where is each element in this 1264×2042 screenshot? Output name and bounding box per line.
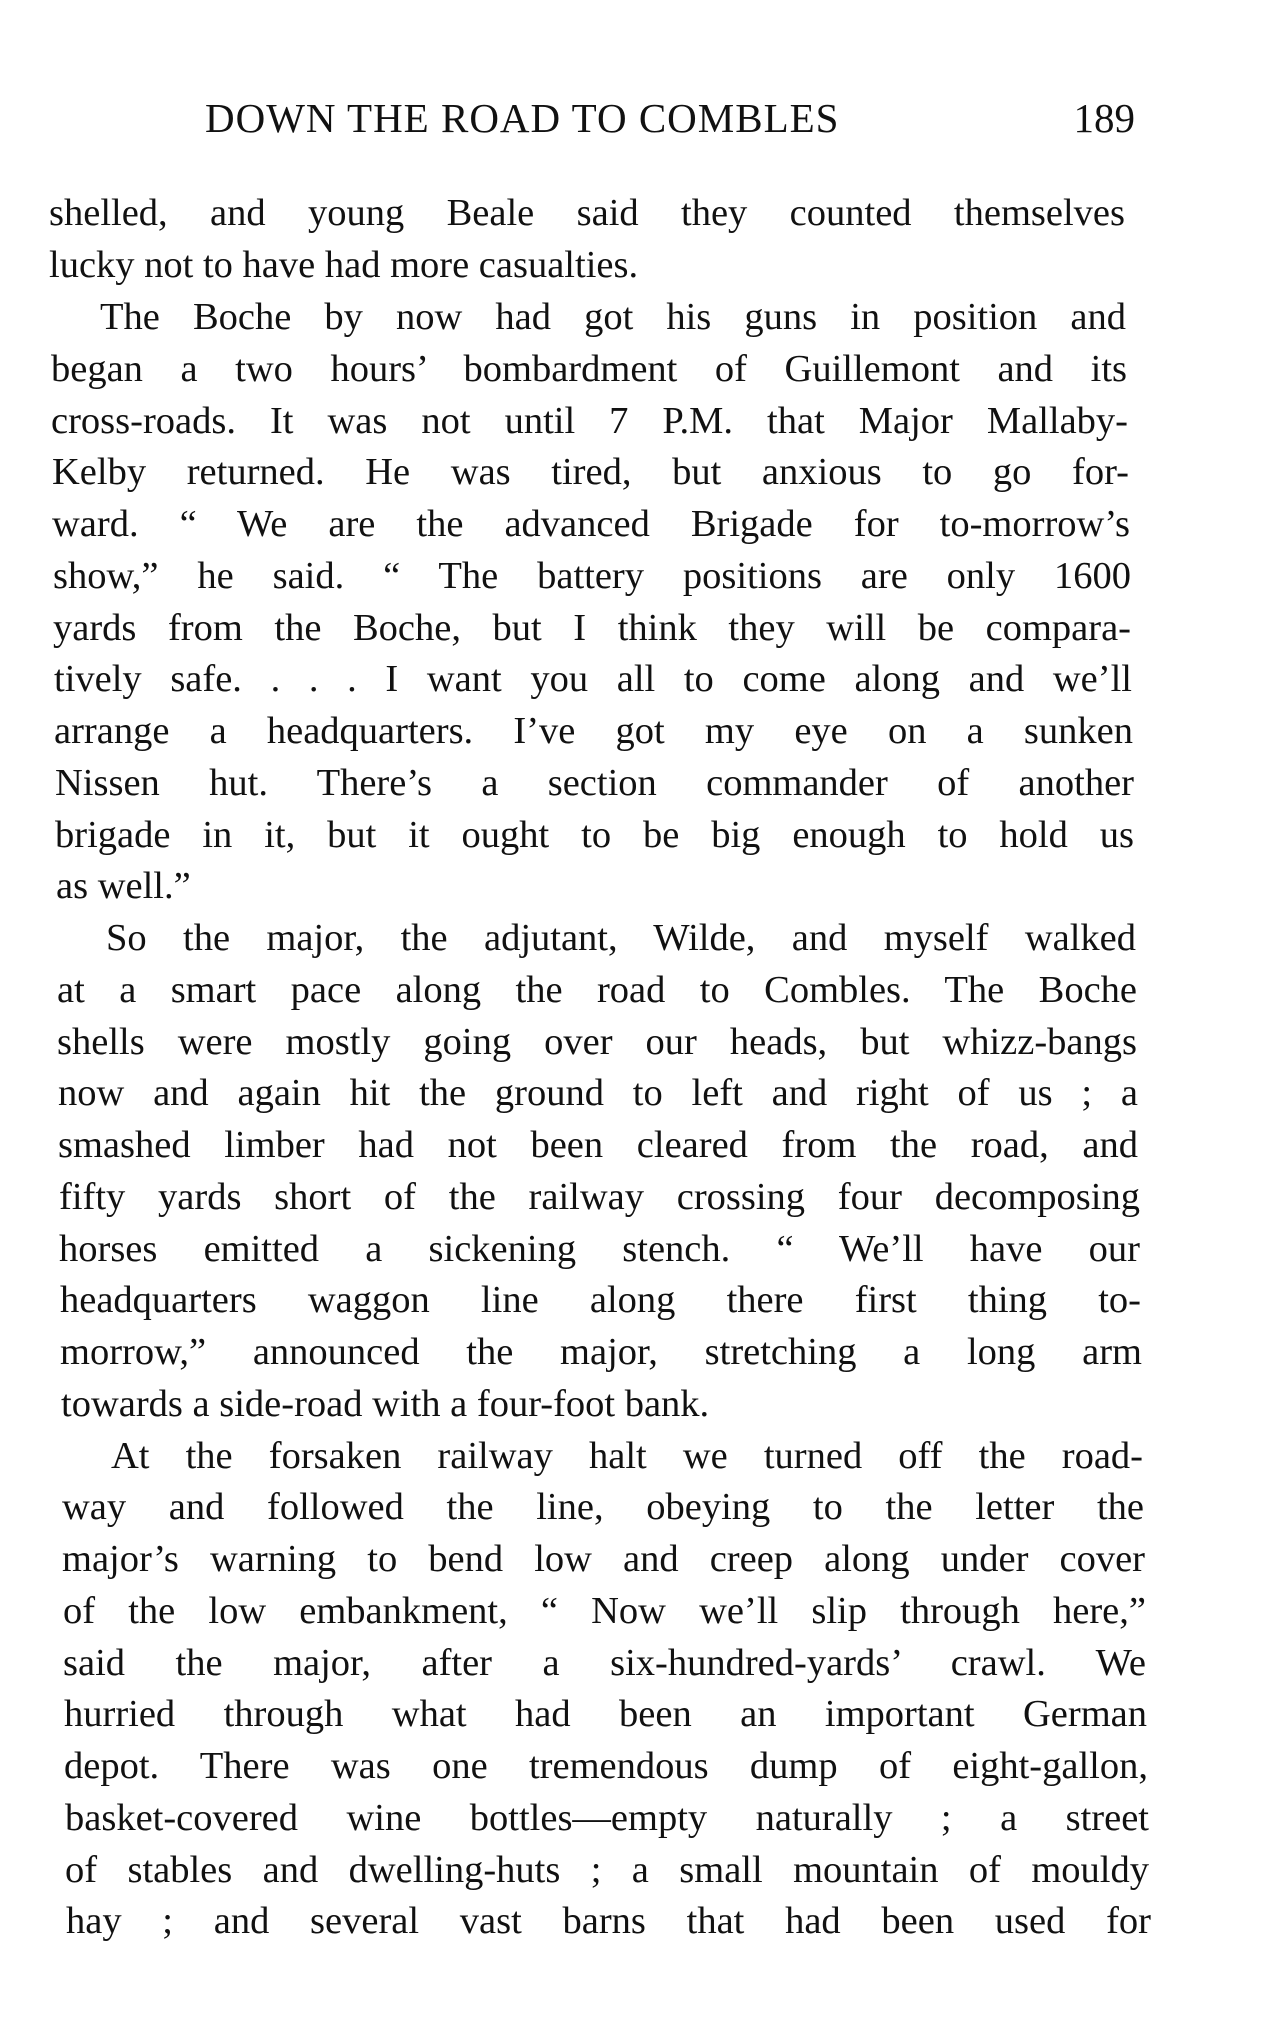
text-line: headquarters waggon line along there first thing to- — [60, 1279, 1141, 1321]
text-line: Nissen hut. There’s a section commander of another — [55, 762, 1134, 804]
text-line: hurried through what had been an important German — [64, 1693, 1147, 1735]
text-line: depot. There was one tremendous dump of eight-gallon, — [64, 1745, 1148, 1787]
text-line: The Boche by now had got his guns in position and — [100, 296, 1126, 338]
text-line: began a two hours’ bombardment of Guillemont and its — [51, 348, 1127, 390]
text-line: ward. “ We are the advanced Brigade for to-morrow’s — [52, 503, 1130, 545]
page-number: 189 — [1073, 95, 1135, 141]
text-line: shells were mostly going over our heads, but whizz-bangs — [57, 1021, 1137, 1063]
text-line: way and followed the line, obeying to the letter the — [62, 1486, 1144, 1528]
text-line: towards a side-road with a four-foot bank. — [61, 1383, 710, 1425]
text-line: now and again hit the ground to left and right of us ; a — [58, 1072, 1138, 1114]
text-line: show,” he said. “ The battery positions are only 1600 — [53, 555, 1131, 597]
text-line: Kelby returned. He was tired, but anxious to go for- — [52, 451, 1129, 493]
text-line: said the major, after a six-hundred-yards’ crawl. We — [63, 1642, 1146, 1684]
text-line: arrange a headquarters. I’ve got my eye on a sunken — [54, 710, 1133, 752]
running-title: DOWN THE ROAD TO COMBLES — [205, 95, 840, 141]
text-line: as well.” — [56, 865, 191, 907]
text-line: brigade in it, but it ought to be big enough to hold us — [55, 814, 1134, 856]
text-line: cross-roads. It was not until 7 P.M. that Major Mallaby- — [51, 400, 1128, 442]
text-line: major’s warning to bend low and creep along under cover — [62, 1538, 1145, 1580]
text-line: yards from the Boche, but I think they will be compara- — [53, 607, 1131, 649]
text-line: at a smart pace along the road to Combles. The Boche — [57, 969, 1137, 1011]
text-line: of the low embankment, “ Now we’ll slip through here,” — [63, 1590, 1146, 1632]
text-line: hay ; and several vast barns that had been used for — [66, 1900, 1151, 1942]
text-line: smashed limber had not been cleared from the road, and — [58, 1124, 1138, 1166]
text-line: tively safe. . . . I want you all to come along and we’ll — [54, 658, 1132, 700]
text-line: At the forsaken railway halt we turned off the road- — [111, 1435, 1143, 1477]
text-line: basket-covered wine bottles—empty naturally ; a street — [65, 1797, 1149, 1839]
text-line: shelled, and young Beale said they counted themselves — [49, 192, 1125, 234]
text-line: of stables and dwelling-huts ; a small mountain of mouldy — [65, 1849, 1149, 1891]
text-line: fifty yards short of the railway crossing four decomposing — [59, 1176, 1140, 1218]
text-line: morrow,” announced the major, stretching a long arm — [60, 1331, 1142, 1373]
text-line: horses emitted a sickening stench. “ We’ll have our — [59, 1228, 1140, 1270]
text-line: lucky not to have had more casualties. — [49, 244, 639, 286]
text-line: So the major, the adjutant, Wilde, and myself walked — [106, 917, 1136, 959]
